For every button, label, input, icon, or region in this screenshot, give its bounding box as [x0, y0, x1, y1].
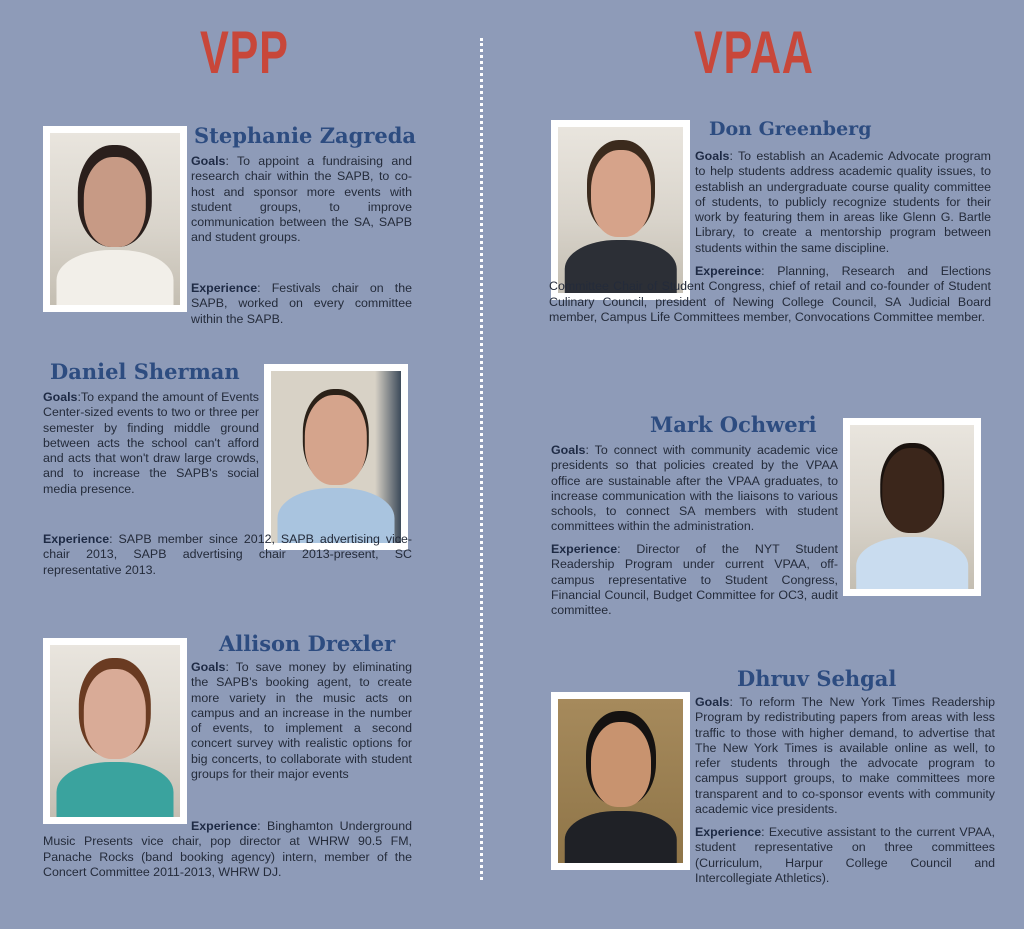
experience-text: : Director of the NYT Student Readership Program under current VPAA, off-campus representative to Student Congress, Financial Council, Budget Committee for OC3, audit committee. — [551, 542, 838, 618]
candidate-name: Dhruv Sehgal — [737, 666, 897, 691]
goals-label: Goals — [43, 390, 78, 404]
candidate-name: Stephanie Zagreda — [194, 123, 417, 148]
portrait-image — [50, 645, 180, 817]
portrait-image — [50, 133, 180, 305]
goals-text: : To reform The New York Times Readership Program by redistributing papers from areas with less traffic to those with higher demand, to advertise that The New York Times is available online as well, to refer students through the advocate program to campus support groups, to make committees more transparent and to co-sponsor events with community academic vice presidents. — [695, 695, 995, 817]
vpaa-heading: VPAA — [694, 19, 814, 86]
experience-label: Experience — [551, 542, 618, 556]
candidate-experience — [695, 825, 995, 886]
experience-label: Experience — [191, 281, 258, 295]
experience-text: : Executive assistant to the current VPAA, student representative on three committees (Curriculum, Harpur College Council and Intercollegiate Athletics). — [695, 825, 995, 885]
goals-text: : To connect with community academic vice presidents so that policies created by the VPAA office are sustainable after the VPAA graduates, to increase communication with the liaisons to various schools, to connect SA members with student committees within the administration. — [551, 443, 838, 534]
goals-label: Goals — [695, 149, 730, 163]
candidate-experience — [191, 281, 412, 327]
candidate-photo-daniel-sherman — [264, 364, 408, 550]
candidate-photo-mark-ochweri — [843, 418, 981, 596]
goals-text: : To save money by eliminating the SAPB's booking agent, to create more variety in the music acts on campus and an increase in the number of events, to implement a second concert survey with realistic options for big concerts, to collaborate with student groups for their major events — [191, 660, 412, 782]
experience-text: : Binghamton Underground Music Presents vice chair, pop director at WHRW 90.5 FM, Panache Rocks (band booking agency) intern, member of the Concert Committee 2011-2013, WHRW DJ. — [43, 819, 412, 879]
candidate-name: Daniel Sherman — [50, 359, 240, 384]
candidate-photo-dhruv-sehgal — [551, 692, 690, 870]
candidate-photo-allison-drexler — [43, 638, 187, 824]
candidate-experience — [551, 542, 838, 618]
candidate-name: Don Greenberg — [709, 118, 872, 140]
goals-label: Goals — [695, 695, 730, 709]
experience-label: Experience — [191, 819, 258, 833]
goals-label: Goals — [191, 660, 226, 674]
experience-text: : Festivals chair on the SAPB, worked on every committee within the SAPB. — [191, 281, 412, 326]
candidate-experience — [549, 264, 991, 325]
candidate-goals — [43, 390, 259, 497]
portrait-image — [271, 371, 401, 543]
goals-text: :To expand the amount of Events Center-sized events to two or three per semester by finding middle ground between acts the school can't afford and acts that won't draw large crowds, and to increase the SAPB's social media presence. — [43, 390, 259, 496]
experience-label: Experience — [43, 532, 110, 546]
candidate-goals — [695, 695, 995, 817]
goals-text: : To appoint a fundraising and research chair within the SAPB, to co-host and sponsor more events with student groups, to improve communication between the SA, SAPB and student groups. — [191, 154, 412, 245]
goals-text: : To establish an Academic Advocate program to help students address academic quality issues, to establish an undergraduate course quality committee of students, to publicly recognize students for their work by featuring them in areas like Glenn G. Bartle Library, to create a mentorship program between students within the same discipline. — [695, 149, 991, 255]
candidate-name: Mark Ochweri — [650, 412, 817, 437]
experience-label: Experience — [695, 825, 762, 839]
candidate-experience — [43, 532, 412, 578]
goals-label: Goals — [191, 154, 226, 168]
candidate-goals — [191, 660, 412, 782]
portrait-image — [558, 699, 683, 863]
vpp-heading: VPP — [200, 19, 289, 86]
experience-label: Expereince — [695, 264, 762, 278]
candidate-goals — [551, 443, 838, 535]
candidate-name: Allison Drexler — [219, 631, 396, 656]
experience-text: : SAPB member since 2012, SAPB advertising vice-chair 2013, SAPB advertising chair 2013-present, SC representative 2013. — [43, 532, 412, 577]
experience-text: : Planning, Research and Elections Committee Chair of Student Congress, chief of retail and co-founder of Student Culinary Council, president of Newing College Council, SA Judicial Board member, Campus Life Committees member, Convocations Committee member. — [549, 264, 991, 324]
candidate-experience — [43, 819, 412, 880]
candidate-goals — [695, 149, 991, 256]
column-divider — [480, 38, 483, 880]
portrait-image — [850, 425, 974, 589]
candidate-photo-stephanie-zagreda — [43, 126, 187, 312]
candidate-goals — [191, 154, 412, 246]
goals-label: Goals — [551, 443, 586, 457]
